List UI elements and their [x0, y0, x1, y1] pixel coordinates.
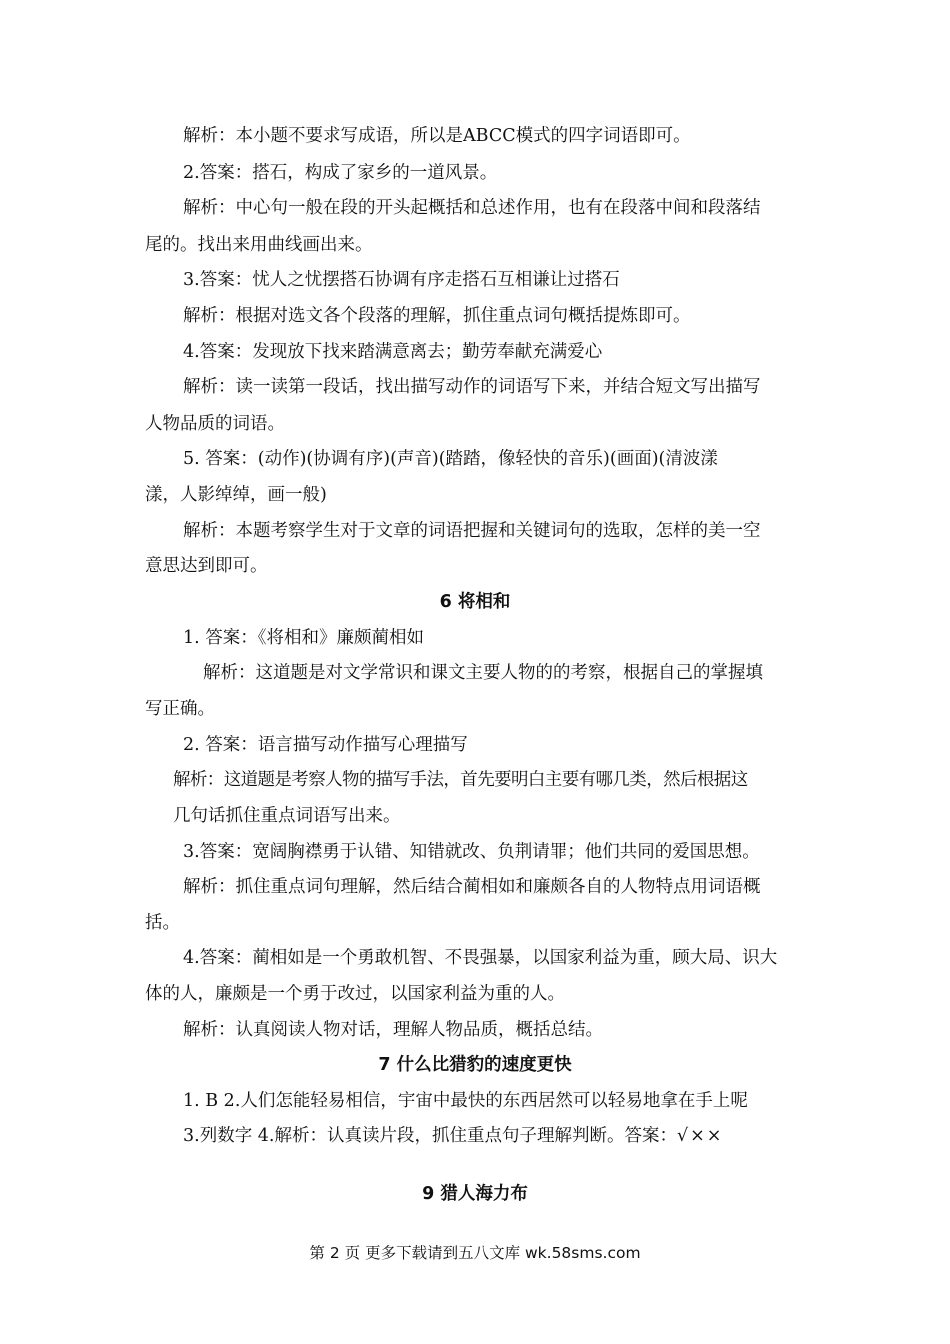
- section-heading: 6 将相和: [439, 592, 511, 612]
- section-heading: 7 什么比猎豹的速度更快: [378, 1055, 572, 1075]
- text-line: 体的人，廉颇是一个勇于改过，以国家利益为重的人。: [145, 984, 565, 1004]
- text-line: 尾的。找出来用曲线画出来。: [145, 235, 373, 255]
- text-line: 4.答案：蔺相如是一个勇敢机智、不畏强暴，以国家利益为重，顾大局、识大: [183, 948, 778, 968]
- page-footer: 第 2 页 更多下载请到五八文库 wk.58sms.com: [309, 1244, 641, 1262]
- text-line: 解析：这道题是对文学常识和课文主要人物的的考察，根据自己的掌握填: [203, 663, 763, 683]
- text-line: 2.答案：搭石，构成了家乡的一道风景。: [183, 163, 498, 183]
- text-line: 意思达到即可。: [145, 556, 268, 576]
- text-line: 漾，人影绰绰，画一般): [145, 485, 327, 505]
- text-line: 解析：中心句一般在段的开头起概括和总述作用，也有在段落中间和段落结: [183, 198, 761, 218]
- text-line: 解析：本题考察学生对于文章的词语把握和关键词句的选取，怎样的美一空: [183, 521, 761, 541]
- text-line: 几句话抓住重点词语写出来。: [173, 806, 401, 826]
- answer-text: 3.列数字 4.解析：认真读片段，抓住重点句子理解判断。答案：: [183, 1126, 677, 1146]
- text-line: 3.答案：宽阔胸襟勇于认错、知错就改、负荆请罪；他们共同的爱国思想。: [183, 842, 760, 862]
- text-line: 解析：本小题不要求写成语，所以是ABCC模式的四字词语即可。: [183, 126, 691, 146]
- text-line: 括。: [145, 913, 180, 933]
- text-line: 1. 答案：《将相和》廉颇蔺相如: [183, 628, 425, 648]
- answer-marks: √××: [676, 1126, 724, 1146]
- text-line: [183, 1124, 723, 1148]
- text-line: 解析：读一读第一段话，找出描写动作的词语写下来，并结合短文写出描写: [183, 377, 761, 397]
- text-line: 5. 答案：(动作)(协调有序)(声音)(踏踏，像轻快的音乐)(画面)(清波漾: [183, 449, 718, 469]
- section-heading: 9 猎人海力布: [422, 1184, 528, 1204]
- text-line: 写正确。: [145, 699, 215, 719]
- text-line: 4.答案：发现放下找来踏满意离去；勤劳奉献充满爱心: [183, 342, 603, 362]
- text-line: 2. 答案：语言描写动作描写心理描写: [183, 735, 468, 755]
- text-line: 解析：这道题是考察人物的描写手法，首先要明白主要有哪几类，然后根据这: [173, 770, 748, 790]
- text-line: 解析：抓住重点词句理解，然后结合蔺相如和廉颇各自的人物特点用词语概: [183, 877, 761, 897]
- text-line: 3.答案：忧人之忧摆搭石协调有序走搭石互相谦让过搭石: [183, 270, 620, 290]
- text-line: 人物品质的词语。: [145, 414, 285, 434]
- text-line: 解析：根据对选文各个段落的理解，抓住重点词句概括提炼即可。: [183, 306, 691, 326]
- text-line: 解析：认真阅读人物对话，理解人物品质，概括总结。: [183, 1020, 603, 1040]
- text-line: 1. B 2.人们怎能轻易相信，宇宙中最快的东西居然可以轻易地拿在手上呢: [183, 1091, 748, 1111]
